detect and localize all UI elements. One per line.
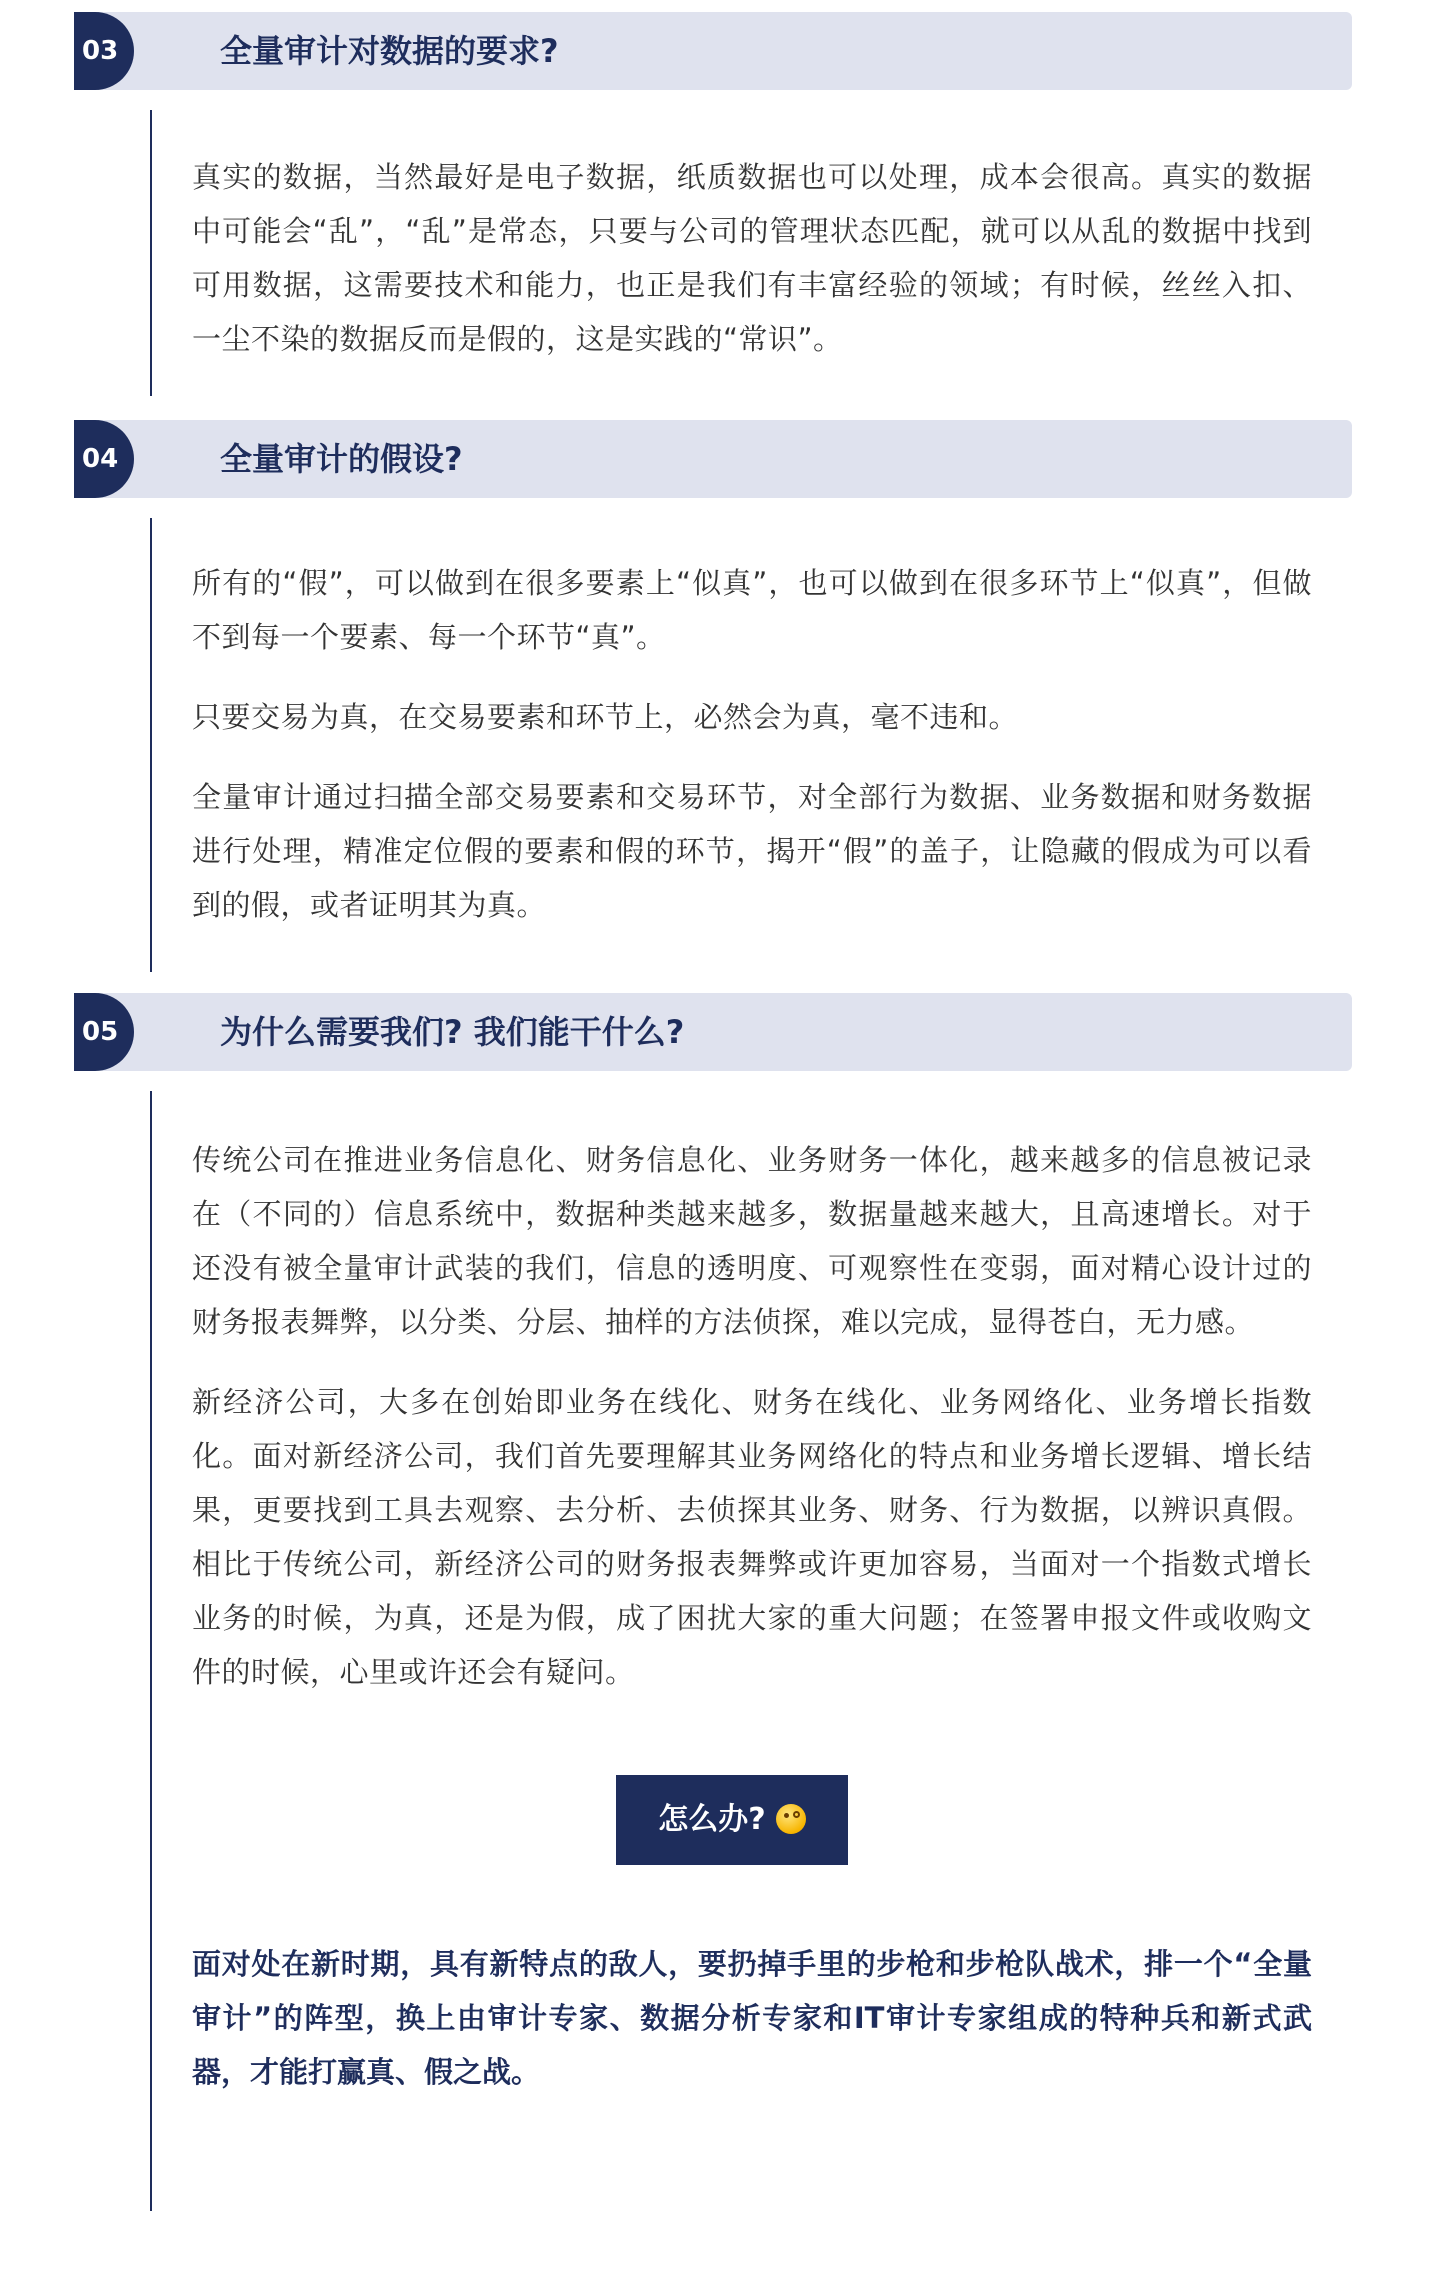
section-03-body <box>150 110 1312 396</box>
what-to-do-button[interactable] <box>616 1775 847 1865</box>
paragraph: 只要交易为真，在交易要素和环节上，必然会为真，毫不违和。 <box>192 700 1019 734</box>
section-number-badge: 05 <box>74 993 134 1071</box>
paragraph: 所有的“假”，可以做到在很多要素上“似真”，也可以做到在很多环节上“似真”，但做不到每一个要素、每一个环节“真”。 <box>192 566 1312 654</box>
section-title: 为什么需要我们? 我们能干什么? <box>220 1013 685 1051</box>
section-05-body <box>150 1091 1312 2211</box>
paragraph: 传统公司在推进业务信息化、财务信息化、业务财务一体化，越来越多的信息被记录在（不同的）信息系统中，数据种类越来越多，数据量越来越大，且高速增长。对于还没有被全量审计武装的我们，信息的透明度、可观察性在变弱，面对精心设计过的财务报表舞弊，以分类、分层、抽样的方法侦探，难以完成，显得苍白，无力感。 <box>192 1143 1312 1339</box>
paragraph: 新经济公司，大多在创始即业务在线化、财务在线化、业务网络化、业务增长指数化。面对新经济公司，我们首先要理解其业务网络化的特点和业务增长逻辑、增长结果，更要找到工具去观察、去分析、去侦探其业务、财务、行为数据，以辨识真假。相比于传统公司，新经济公司的财务报表舞弊或许更加容易，当面对一个指数式增长业务的时候，为真，还是为假，成了困扰大家的重大问题；在签署申报文件或收购文件的时候，心里或许还会有疑问。 <box>192 1385 1312 1689</box>
section-title: 全量审计的假设? <box>220 440 463 478</box>
paragraph: 真实的数据，当然最好是电子数据，纸质数据也可以处理，成本会很高。真实的数据中可能会“乱”，“乱”是常态，只要与公司的管理状态匹配，就可以从乱的数据中找到可用数据，这需要技术和能力，也正是我们有丰富经验的领域；有时候，丝丝入扣、一尘不染的数据反而是假的，这是实践的“常识”。 <box>192 160 1312 356</box>
section-03-header <box>74 12 1352 90</box>
cta-wrap <box>152 1775 1312 1865</box>
section-number-badge: 03 <box>74 12 134 90</box>
section-title: 全量审计对数据的要求? <box>220 32 559 70</box>
thinking-face-icon <box>776 1804 806 1834</box>
cta-label: 怎么办? <box>658 1802 766 1837</box>
paragraph: 全量审计通过扫描全部交易要素和交易环节，对全部行为数据、业务数据和财务数据进行处理，精准定位假的要素和假的环节，揭开“假”的盖子，让隐藏的假成为可以看到的假，或者证明其为真。 <box>192 780 1312 922</box>
section-04-body <box>150 518 1312 972</box>
section-number-badge: 04 <box>74 420 134 498</box>
section-04-header <box>74 420 1352 498</box>
emphasis-paragraph: 面对处在新时期，具有新特点的敌人，要扔掉手里的步枪和步枪队战术，排一个“全量审计”的阵型，换上由审计专家、数据分析专家和IT审计专家组成的特种兵和新式武器，才能打赢真、假之战。 <box>192 1947 1312 2089</box>
section-05-header <box>74 993 1352 1071</box>
